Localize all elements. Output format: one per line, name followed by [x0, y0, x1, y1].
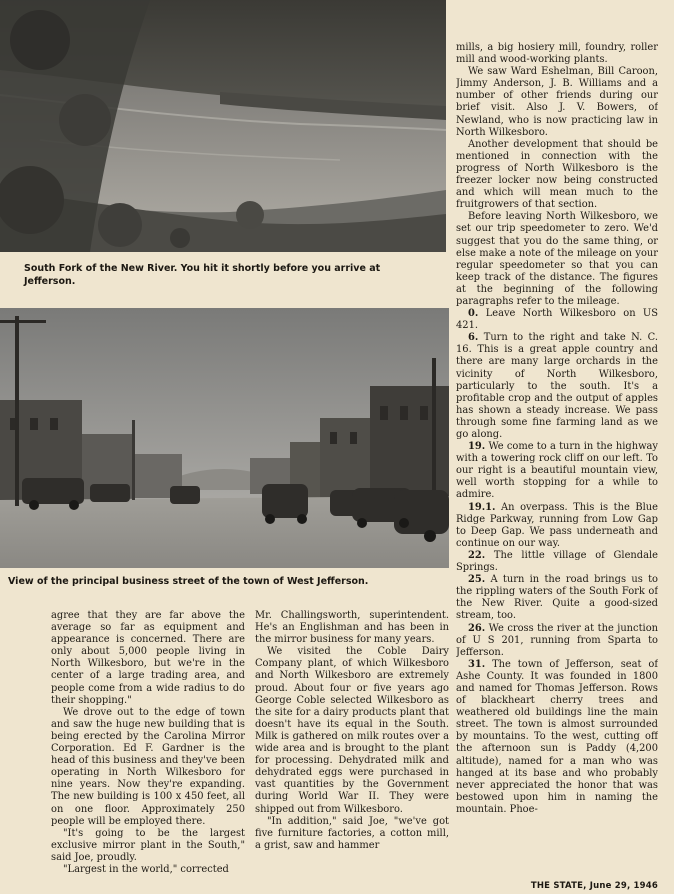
river-photo [0, 0, 446, 252]
mileage-entry: 6. Turn to the right and take N. C. 16. This is a great apple country and there are many large orchards in the vicinity of North Wilkesboro, particularly to the south. It's a profitable crop and the output of apples has shown a steady increase. We pass through some fine farming land as we go along. [456, 332, 658, 440]
paragraph: "Largest in the world," corrected [63, 863, 229, 875]
mileage-entry: 31. The town of Jefferson, seat of Ashe County. It was founded in 1800 and named for Thomas Jefferson. Rows of blackheart cherry trees and weathered old buildings line the main street. The town is almost surrounded by mountains. To the west, cutting off the afternoon sun is Paddy (4,200 altitude), named for a man who was hanged at its base and who probably never appreciated the honor that was bestowed upon him in naming the mountain. Phoe- [456, 658, 658, 815]
river-photo-caption: South Fork of the New River. You hit it shortly before you arrive at Jefferson. [24, 263, 381, 287]
bottom-left-article-column [51, 610, 245, 886]
right-article-column [456, 42, 658, 872]
mileage-entry: 19. We come to a turn in the highway with a towering rock cliff on our left. To our right is a beautiful mountain view, well worth stopping for a while to admire. [456, 441, 658, 501]
mileage-entry: 0. Leave North Wilkesboro on US 421. [456, 308, 658, 332]
paragraph: We drove out to the edge of town and saw the huge new building that is being erected by the Carolina Mirror Corporation. Ed F. Gardner is the head of this business and they've been operating in North Wilkesboro for nine years. Now they're expanding. The new building is 100 x 450 feet, all on one floor. Approximately 250 people will be employed there. [51, 706, 245, 827]
bottom-middle-article-column [255, 610, 449, 886]
paragraph: "It's going to be the largest exclusive mirror plant in the South," said Joe, proudly. [51, 827, 245, 863]
paragraph: We visited the Coble Dairy Company plant, of which Wilkesboro and North Wilkesboro are extremely proud. About four or five years ago George Coble selected Wilkesboro as the site for a dairy products plant that doesn't have its equal in the South. Milk is gathered on milk routes over a wide area and is brought to the plant for processing. Dehydrated milk and dehydrated eggs were purchased in vast quantities by the Government during World War II. They were shipped out from Wilkesboro. [255, 646, 449, 815]
street-photo [0, 308, 449, 568]
paragraph: mills, a big hosiery mill, foundry, roller mill and wood-working plants. [456, 42, 658, 66]
paragraph: Another development that should be mentioned in connection with the progress of North Wilkesboro is the freezer locker now being constructed and which will mean much to the fruitgrowers of that section. [456, 138, 658, 211]
paragraph: "In addition," said Joe, "we've got five furniture factories, a cotton mill, a grist, saw and hammer [255, 815, 449, 851]
mileage-entry: 19.1. An overpass. This is the Blue Ridge Parkway, running from Low Gap to Deep Gap. We pass underneath and continue on our way. [456, 501, 658, 549]
mileage-entry: 25. A turn in the road brings us to the rippling waters of the South Fork of the New River. Quite a good-sized stream, too. [456, 574, 658, 622]
paragraph: Before leaving North Wilkesboro, we set our trip speedometer to zero. We'd suggest that you do the same thing, or else make a note of the mileage on your regular speedometer so that you can keep track of the distance. The figures at the beginning of the following paragraphs refer to the mileage. [456, 211, 658, 307]
paragraph: We saw Ward Eshelman, Bill Caroon, Jimmy Anderson, J. B. Williams and a number of other friends during our brief visit. Also J. V. Bowers, of Newland, who is now practicing law in North Wilkesboro. [456, 66, 658, 138]
paragraph: Mr. Challingsworth, superintendent. He's an Englishman and has been in the mirror business for many years. [255, 610, 449, 646]
mileage-entry: 22. The little village of Glendale Springs. [456, 549, 658, 574]
page-footer: THE STATE, June 29, 1946 [530, 881, 658, 891]
paragraph: agree that they are far above the average so far as equipment and appearance is concerned. There are only about 5,000 people living in North Wilkesboro, but we're in the center of a large trading area, and people come from a wide radius to do their shopping." [51, 610, 245, 706]
street-photo-caption: View of the principal business street of the town of West Jefferson. [8, 576, 369, 587]
mileage-entry: 26. We cross the river at the junction of U S 201, running from Sparta to Jefferson. [456, 622, 658, 658]
